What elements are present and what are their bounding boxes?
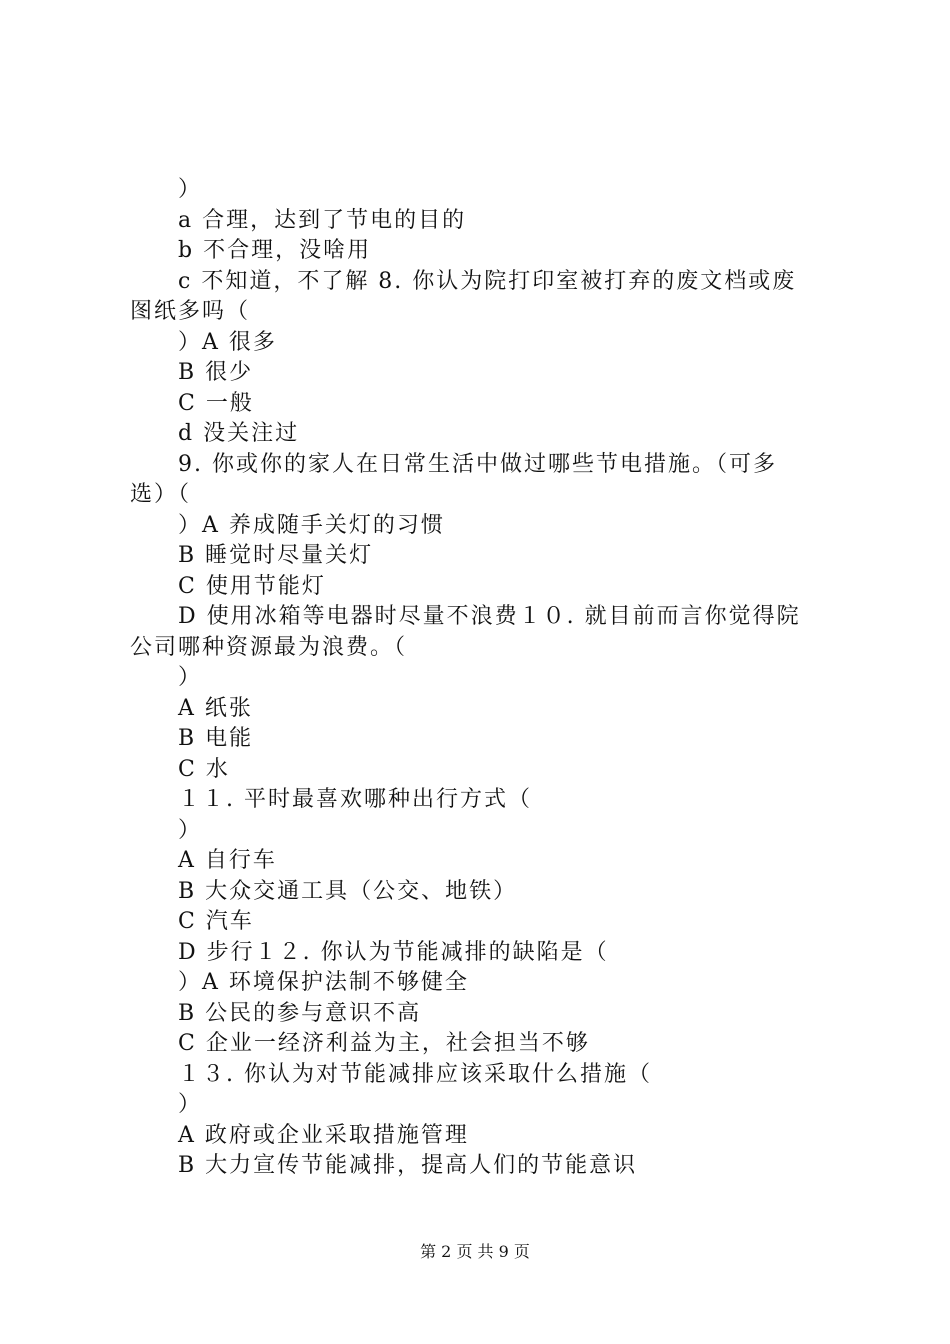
text-line: ）: [178, 1092, 203, 1117]
text-line: ）: [178, 665, 203, 690]
text-line: 公司哪种资源最为浪费。（: [130, 634, 408, 660]
text-line: B 电能: [178, 726, 254, 751]
text-line: ）A 环境保护法制不够健全: [178, 970, 469, 995]
text-line: d 没关注过: [178, 421, 300, 446]
page-footer: 第 2 页 共 9 页: [420, 1242, 530, 1261]
text-line: 图纸多吗（: [130, 299, 251, 324]
text-line: ）A 养成随手关灯的习惯: [178, 512, 445, 538]
text-line: ）: [178, 817, 203, 843]
text-line: 9. 你或你的家人在日常生活中做过哪些节电措施。（可多: [178, 451, 777, 477]
text-line: B 睡觉时尽量关灯: [178, 543, 374, 568]
text-line: ）A 很多: [178, 329, 277, 355]
text-line: A 政府或企业采取措施管理: [178, 1122, 469, 1148]
document-body: [130, 175, 835, 1182]
text-line: B 大力宣传节能减排，提高人们的节能意识: [178, 1153, 638, 1178]
text-line: a 合理，达到了节电的目的: [178, 207, 467, 233]
text-line: C 汽车: [178, 909, 254, 934]
text-line: B 公民的参与意识不高: [178, 1000, 422, 1026]
text-line: A 纸张: [178, 695, 253, 721]
text-line: B 大众交通工具（公交、地铁）: [178, 878, 518, 904]
text-line: c 不知道，不了解 8. 你认为院打印室被打弃的废文档或废: [178, 268, 797, 294]
text-line: ）: [178, 177, 203, 202]
text-line: 选）（: [130, 482, 192, 507]
text-line: b 不合理，没啥用: [178, 238, 372, 263]
text-line: C 企业一经济利益为主，社会担当不够: [178, 1031, 590, 1056]
text-line: D 使用冰箱等电器时尽量不浪费１０. 就目前而言你觉得院: [178, 604, 801, 629]
text-line: C 一般: [178, 390, 254, 416]
text-line: C 使用节能灯: [178, 573, 326, 599]
text-line: １３. 你认为对节能减排应该采取什么措施（: [178, 1061, 652, 1087]
text-line: D 步行１２. 你认为节能减排的缺陷是（: [178, 939, 609, 965]
text-line: B 很少: [178, 360, 254, 385]
text-line: １１. 平时最喜欢哪种出行方式（: [178, 787, 532, 812]
text-line: C 水: [178, 756, 230, 782]
text-line: A 自行车: [178, 848, 277, 873]
